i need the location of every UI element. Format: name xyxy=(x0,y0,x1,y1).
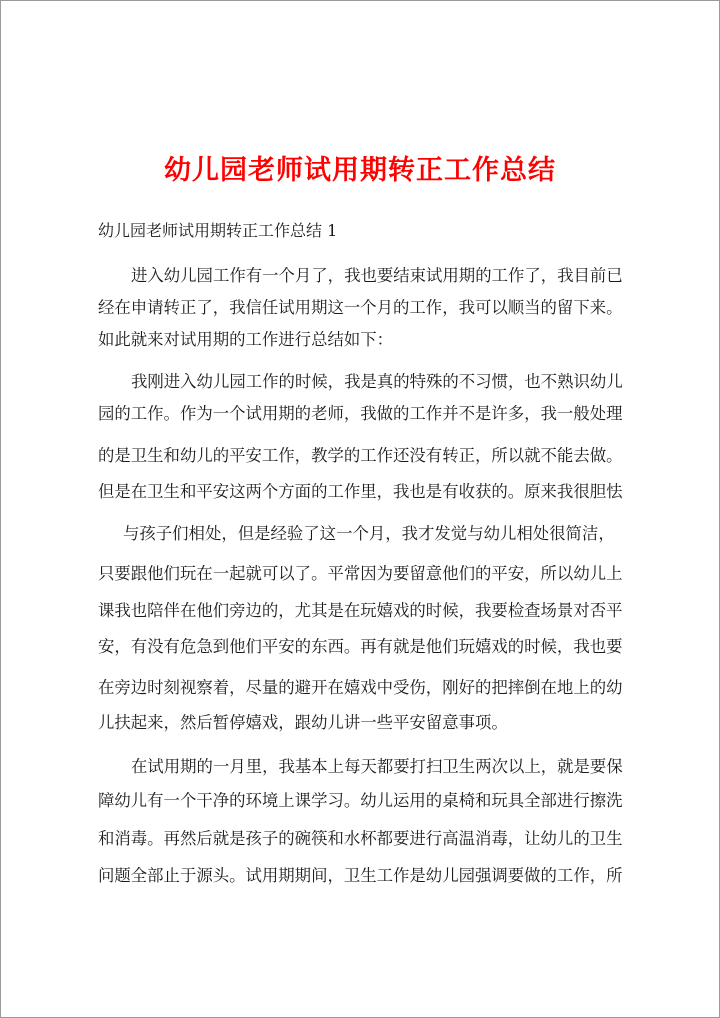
body-line: 在试用期的一月里，我基本上每天都要打扫卫生两次以上，就是要保 xyxy=(131,757,623,776)
body-line: 儿扶起来，然后暂停嬉戏，跟幼儿讲一些平安留意事项。 xyxy=(98,713,508,732)
body-line: 进入幼儿园工作有一个月了，我也要结束试用期的工作了，我目前已 xyxy=(131,266,623,285)
body-line: 经在申请转正了，我信任试用期这一个月的工作，我可以顺当的留下来。 xyxy=(98,298,623,317)
body-line: 与孩子们相处，但是经验了这一个月，我才发觉与幼儿相处很简洁， xyxy=(123,524,615,543)
body-line: 的是卫生和幼儿的平安工作，教学的工作还没有转正，所以就不能去做。 xyxy=(98,446,623,465)
body-line: 但是在卫生和平安这两个方面的工作里，我也是有收获的。原来我很胆怯 xyxy=(98,482,623,501)
body-line: 在旁边时刻视察着，尽量的避开在嬉戏中受伤，刚好的把摔倒在地上的幼 xyxy=(98,678,623,697)
body-line: 安，有没有危急到他们平安的东西。再有就是他们玩嬉戏的时候，我也要 xyxy=(98,637,623,656)
section-heading: 幼儿园老师试用期转正工作总结 1 xyxy=(98,221,338,240)
body-line: 和消毒。再然后就是孩子的碗筷和水杯都要进行高温消毒，让幼儿的卫生 xyxy=(98,829,623,848)
body-line: 障幼儿有一个干净的环境上课学习。幼儿运用的桌椅和玩具全部进行擦洗 xyxy=(98,791,623,810)
body-line: 如此就来对试用期的工作进行总结如下： xyxy=(98,330,394,349)
body-line: 问题全部止于源头。试用期期间，卫生工作是幼儿园强调要做的工作，所 xyxy=(98,866,623,885)
body-line: 课我也陪伴在他们旁边的，尤其是在玩嬉戏的时候，我要检查场景对否平 xyxy=(98,601,623,620)
document-title: 幼儿园老师试用期转正工作总结 xyxy=(164,155,556,186)
body-line: 我刚进入幼儿园工作的时候，我是真的特殊的不习惯，也不熟识幼儿 xyxy=(131,372,623,391)
body-line: 园的工作。作为一个试用期的老师，我做的工作并不是许多，我一般处理 xyxy=(98,404,623,423)
body-line: 只要跟他们玩在一起就可以了。平常因为要留意他们的平安，所以幼儿上 xyxy=(98,564,623,583)
